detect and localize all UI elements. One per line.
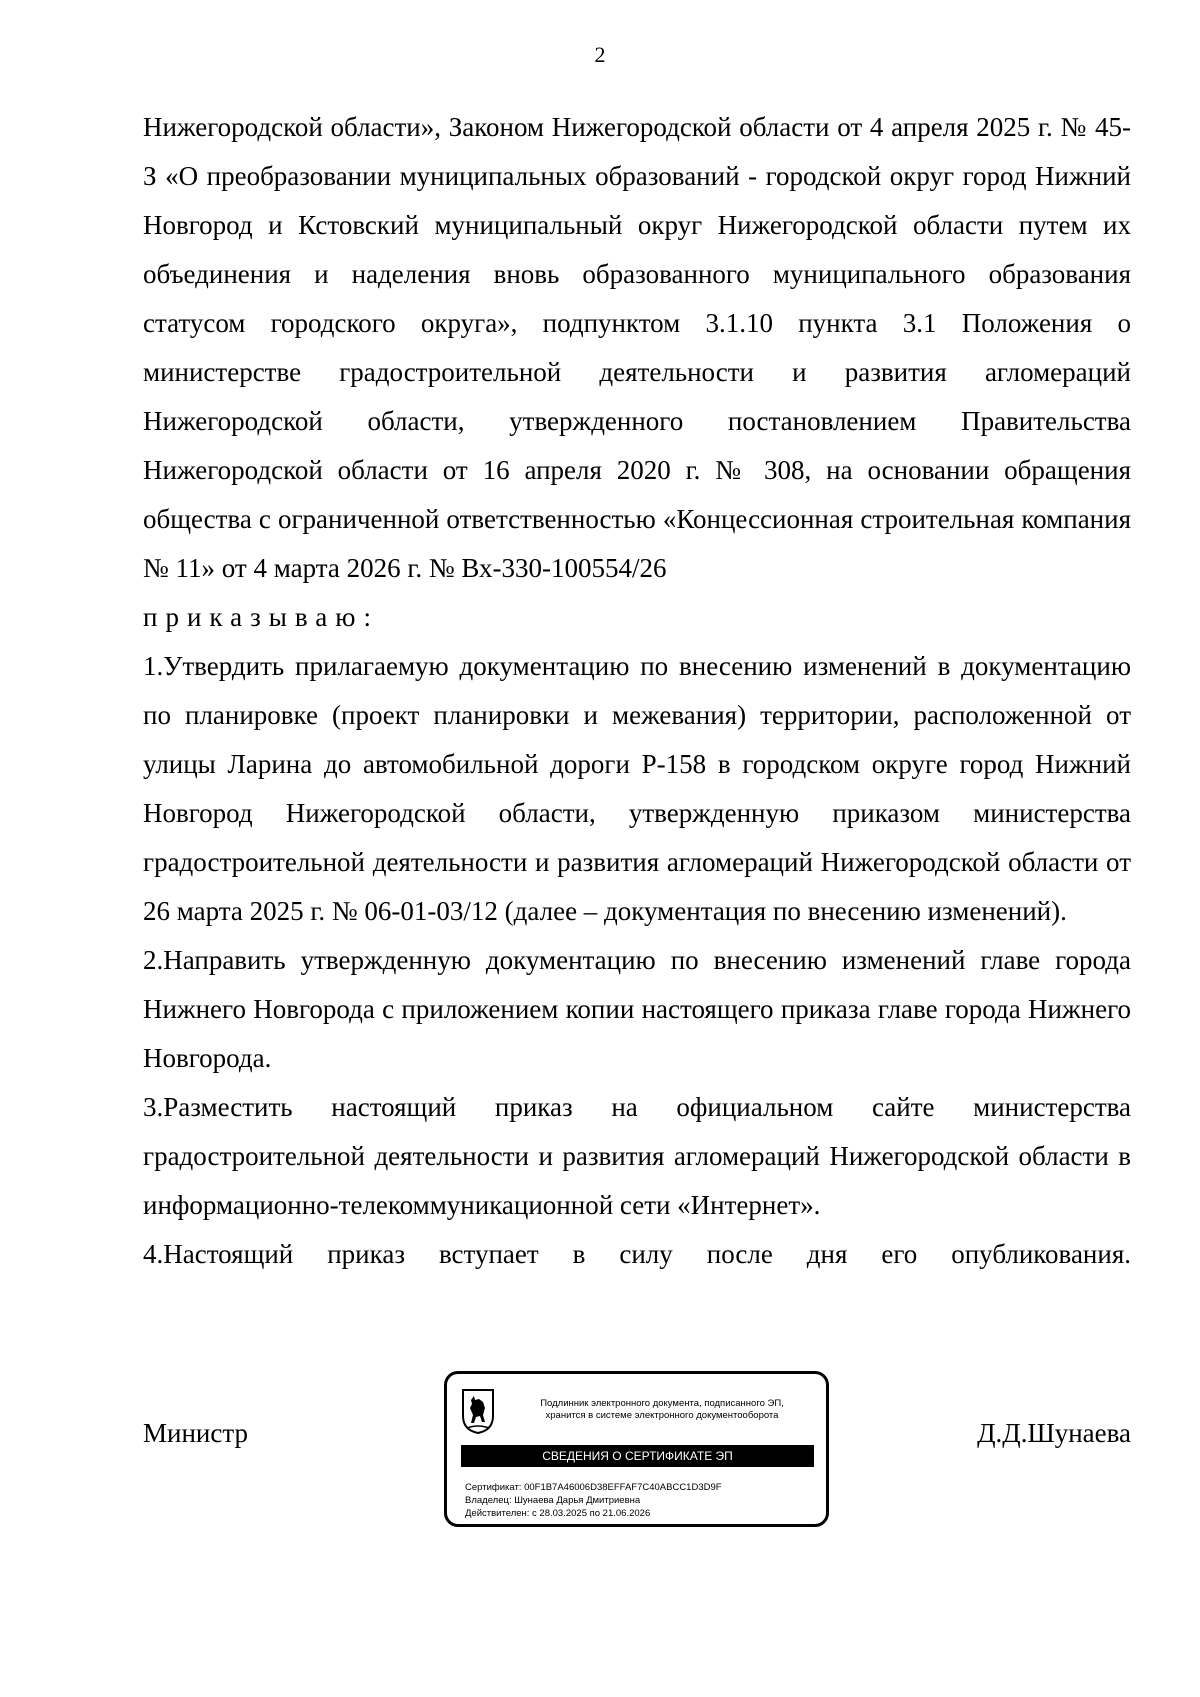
list-item-1 [143,642,1131,936]
decree-word: приказываю: [143,602,379,632]
list-item-2 [143,936,1131,1083]
item-text: Разместить настоящий приказ на официальном сайте министерства градостроительной деятельности и развития агломераций Нижегородской области в информационно-телекоммуникационной сети «Интернет». [143,1092,1131,1220]
stamp-header [507,1398,817,1422]
page-number: 2 [594,42,606,67]
item-text: Направить утвержденную документацию по внесению изменений главе города Нижнего Новгорода с приложением копии настоящего приказа главе города Нижнего Новгорода. [143,945,1131,1073]
e-signature-stamp [444,1371,829,1527]
item-number: 1. [143,651,164,681]
list-item-4 [143,1230,1131,1279]
certificate-validity: Действителен: с 28.03.2025 по 21.06.2026 [465,1508,651,1519]
stamp-header-line1: Подлинник электронного документа, подписанного ЭП, [540,1398,784,1409]
item-number: 4. [143,1239,164,1269]
item-text: Настоящий приказ вступает в силу после дня его опубликования. [163,1239,1131,1269]
document-body [143,103,1131,1279]
stamp-title-bar: СВЕДЕНИЯ О СЕРТИФИКАТЕ ЭП [461,1445,814,1467]
certificate-owner: Владелец: Шунаева Дарья Дмитриевна [465,1495,641,1506]
signer-name: Д.Д.Шунаева [977,1418,1131,1448]
intro-paragraph: Нижегородской области», Законом Нижегородской области от 4 апреля 2025 г. № 45-З «О преобразовании муниципальных образований - городской округ город Нижний Новгород и Кстовский муниципальный округ Нижегородской области путем их объединения и наделения вновь образованного муниципального образования статусом городского округа», подпунктом 3.1.10 пункта 3.1 Положения о министерстве градостроительной деятельности и развития агломераций Нижегородской области, утвержденного постановлением Правительства Нижегородской области от 16 апреля 2020 г. № 308, на основании обращения общества с ограниченной ответственностью «Концессионная строительная компания № 11» от 4 марта 2026 г. № Вх-330-100554/26 [143,112,1131,583]
stamp-details [465,1481,722,1520]
certificate-number: Сертификат: 00F1B7A46006D38EFFAF7C40ABCC1D3D9F [465,1482,722,1493]
item-text: Утвердить прилагаемую документацию по внесению изменений в документацию по планировке (проект планировки и межевания) территории, расположенной от улицы Ларина до автомобильной дороги Р-158 в городском округе город Нижний Новгород Нижегородской области, утвержденную приказом министерства градостроительной деятельности и развития агломераций Нижегородской области от 26 марта 2025 г. № 06-01-03/12 (далее – документация по внесению изменений). [143,651,1131,926]
stamp-header-line2: хранится в системе электронного документооборота [545,1410,779,1421]
coat-of-arms-icon [461,1388,495,1434]
list-item-3 [143,1083,1131,1230]
item-number: 2. [143,945,164,975]
signer-title: Министр [143,1418,248,1448]
item-number: 3. [143,1092,164,1122]
